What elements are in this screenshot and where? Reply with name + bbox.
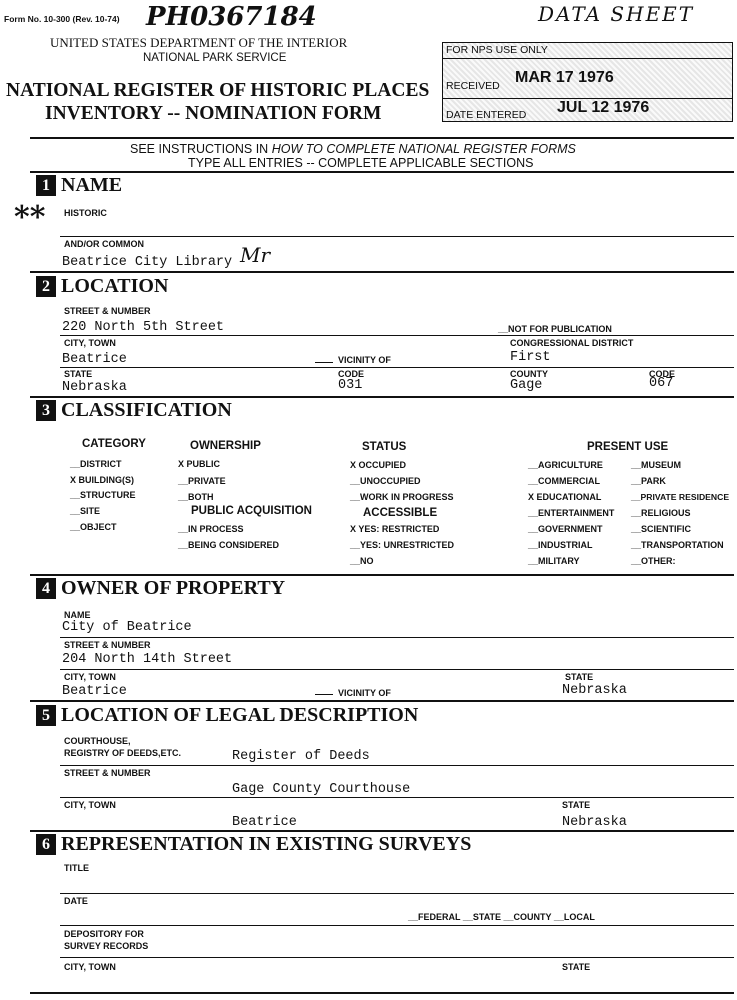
- instructions-line1: [130, 142, 576, 156]
- survey-city-label: CITY, TOWN: [64, 962, 116, 972]
- legal-street-label: STREET & NUMBER: [64, 768, 151, 778]
- present-use-option: X EDUCATIONAL: [528, 492, 602, 502]
- owner-vicinity-label: VICINITY OF: [338, 688, 391, 698]
- section-title-classification: CLASSIFICATION: [61, 399, 232, 421]
- category-option: __STRUCTURE: [70, 490, 136, 500]
- status-option: __WORK IN PROGRESS: [350, 492, 454, 502]
- section-number: 6: [36, 834, 56, 855]
- survey-date-label: DATE: [64, 896, 88, 906]
- section-number: 2: [36, 276, 56, 297]
- field-line: [60, 637, 734, 638]
- state-value: Nebraska: [62, 380, 127, 395]
- present-use-option: __TRANSPORTATION: [631, 540, 724, 550]
- vicinity-label: VICINITY OF: [338, 355, 391, 365]
- rule: [30, 700, 734, 702]
- entered-stamp: JUL 12 1976: [557, 99, 650, 116]
- owner-street-value: 204 North 14th Street: [62, 652, 233, 667]
- owner-street-label: STREET & NUMBER: [64, 640, 151, 650]
- common-name-label: AND/OR COMMON: [64, 239, 144, 249]
- section-title-legal: LOCATION OF LEGAL DESCRIPTION: [61, 704, 419, 726]
- category-option: __DISTRICT: [70, 459, 122, 469]
- county-label: COUNTY: [510, 369, 548, 379]
- accessible-option: __YES: UNRESTRICTED: [350, 540, 455, 550]
- field-line: [60, 957, 734, 958]
- rule: [30, 574, 734, 576]
- owner-city-value: Beatrice: [62, 684, 127, 699]
- legal-city-label: CITY, TOWN: [64, 800, 116, 810]
- section-title-location: LOCATION: [61, 275, 169, 297]
- congressional-value: First: [510, 350, 551, 365]
- form-number: Form No. 10-300 (Rev. 10-74): [4, 14, 120, 24]
- owner-name-value: City of Beatrice: [62, 620, 192, 635]
- legal-street-value: Gage County Courthouse: [232, 782, 411, 797]
- vicinity-blank: [315, 694, 333, 695]
- owner-city-label: CITY, TOWN: [64, 672, 116, 682]
- category-option: __SITE: [70, 506, 101, 516]
- section-number: 1: [36, 175, 56, 196]
- field-line: [60, 236, 734, 237]
- field-line: [60, 765, 734, 766]
- initials-mark: Mr: [240, 243, 271, 267]
- category-option: X BUILDING(S): [70, 475, 134, 485]
- county-value: Gage: [510, 378, 543, 393]
- nps-use-label: FOR NPS USE ONLY: [446, 44, 548, 56]
- accessible-heading: ACCESSIBLE: [363, 507, 438, 519]
- accessible-option: __NO: [350, 556, 374, 566]
- legal-city-value: Beatrice: [232, 815, 297, 830]
- owner-state-label: STATE: [565, 672, 594, 682]
- status-option: __UNOCCUPIED: [350, 476, 421, 486]
- section-title-owner: OWNER OF PROPERTY: [61, 577, 286, 599]
- instructions-title: HOW TO COMPLETE NATIONAL REGISTER FORMS: [271, 142, 576, 156]
- congressional-label: CONGRESSIONAL DISTRICT: [510, 338, 634, 348]
- code-label: CODE: [338, 369, 365, 379]
- historic-label: HISTORIC: [64, 208, 107, 218]
- courthouse-value: Register of Deeds: [232, 749, 370, 764]
- received-label: RECEIVED: [446, 80, 500, 92]
- present-use-option: __OTHER:: [631, 556, 676, 566]
- present-use-option: __RELIGIOUS: [631, 508, 691, 518]
- nps-use-box: [442, 42, 733, 122]
- instructions-line2: TYPE ALL ENTRIES -- COMPLETE APPLICABLE SECTIONS: [188, 156, 534, 170]
- status-heading: STATUS: [362, 441, 407, 453]
- form-title-line2: INVENTORY -- NOMINATION FORM: [45, 103, 382, 124]
- present-use-heading: PRESENT USE: [587, 441, 669, 453]
- present-use-option: __PRIVATE RESIDENCE: [631, 492, 730, 502]
- ownership-option: __BOTH: [178, 492, 214, 502]
- vicinity-blank: [315, 362, 333, 363]
- survey-state-label: STATE: [562, 962, 591, 972]
- legal-state-label: STATE: [562, 800, 591, 810]
- present-use-option: __MILITARY: [528, 556, 580, 566]
- survey-records-label: SURVEY RECORDS: [64, 941, 149, 951]
- acquisition-option: __IN PROCESS: [178, 524, 244, 534]
- present-use-option: __INDUSTRIAL: [528, 540, 593, 550]
- entered-label: DATE ENTERED: [446, 109, 527, 121]
- present-use-option: __MUSEUM: [631, 460, 682, 470]
- field-line: [60, 797, 734, 798]
- street-label: STREET & NUMBER: [64, 306, 151, 316]
- section-number: 3: [36, 400, 56, 421]
- not-for-publication: __NOT FOR PUBLICATION: [498, 324, 612, 334]
- ownership-option: __PRIVATE: [178, 476, 226, 486]
- rule: [30, 830, 734, 832]
- section-title-name: NAME: [61, 174, 123, 196]
- rule: [30, 137, 734, 139]
- survey-level-options: __FEDERAL __STATE __COUNTY __LOCAL: [408, 912, 595, 922]
- category-heading: CATEGORY: [82, 438, 146, 450]
- handwritten-id: PH0367184: [146, 2, 317, 32]
- field-line: [60, 925, 734, 926]
- section-title-surveys: REPRESENTATION IN EXISTING SURVEYS: [61, 833, 472, 855]
- field-line: [60, 893, 734, 894]
- code-value: 031: [338, 378, 363, 393]
- field-line: [60, 367, 734, 368]
- present-use-option: __ENTERTAINMENT: [528, 508, 615, 518]
- data-sheet-note: DATA SHEET: [538, 2, 695, 26]
- present-use-option: __GOVERNMENT: [528, 524, 603, 534]
- present-use-option: __SCIENTIFIC: [631, 524, 692, 534]
- nps-divider: [443, 58, 732, 59]
- acquisition-option: __BEING CONSIDERED: [178, 540, 280, 550]
- ownership-option: X PUBLIC: [178, 459, 221, 469]
- city-value: Beatrice: [62, 352, 127, 367]
- owner-name-label: NAME: [64, 610, 91, 620]
- form-title-line1: NATIONAL REGISTER OF HISTORIC PLACES: [6, 80, 430, 101]
- survey-title-label: TITLE: [64, 863, 89, 873]
- county-code-label: CODE: [649, 369, 676, 379]
- city-label: CITY, TOWN: [64, 338, 116, 348]
- service-name: NATIONAL PARK SERVICE: [143, 52, 287, 64]
- asterisk-mark: **: [14, 200, 46, 235]
- rule: [30, 271, 734, 273]
- rule: [30, 396, 734, 398]
- rule: [30, 992, 734, 994]
- depository-label: DEPOSITORY FOR: [64, 929, 144, 939]
- acquisition-heading: PUBLIC ACQUISITION: [191, 505, 312, 517]
- street-value: 220 North 5th Street: [62, 320, 225, 335]
- instructions-text: SEE INSTRUCTIONS IN: [130, 142, 272, 156]
- status-option: X OCCUPIED: [350, 460, 407, 470]
- present-use-option: __PARK: [631, 476, 666, 486]
- common-name-value: Beatrice City Library: [62, 255, 233, 270]
- county-code-value: 067: [649, 376, 674, 391]
- present-use-option: __AGRICULTURE: [528, 460, 603, 470]
- section-number: 4: [36, 578, 56, 599]
- rule: [30, 171, 734, 173]
- courthouse-label: COURTHOUSE,: [64, 736, 131, 746]
- ownership-heading: OWNERSHIP: [190, 440, 261, 452]
- present-use-option: __COMMERCIAL: [528, 476, 601, 486]
- accessible-option: X YES: RESTRICTED: [350, 524, 440, 534]
- registry-label: REGISTRY OF DEEDS,ETC.: [64, 748, 182, 758]
- department-name: UNITED STATES DEPARTMENT OF THE INTERIOR: [50, 35, 348, 50]
- legal-state-value: Nebraska: [562, 815, 627, 830]
- category-option: __OBJECT: [70, 522, 117, 532]
- section-number: 5: [36, 705, 56, 726]
- owner-state-value: Nebraska: [562, 683, 627, 698]
- field-line: [60, 669, 734, 670]
- state-label: STATE: [64, 369, 93, 379]
- received-stamp: MAR 17 1976: [515, 69, 614, 86]
- field-line: [60, 335, 734, 336]
